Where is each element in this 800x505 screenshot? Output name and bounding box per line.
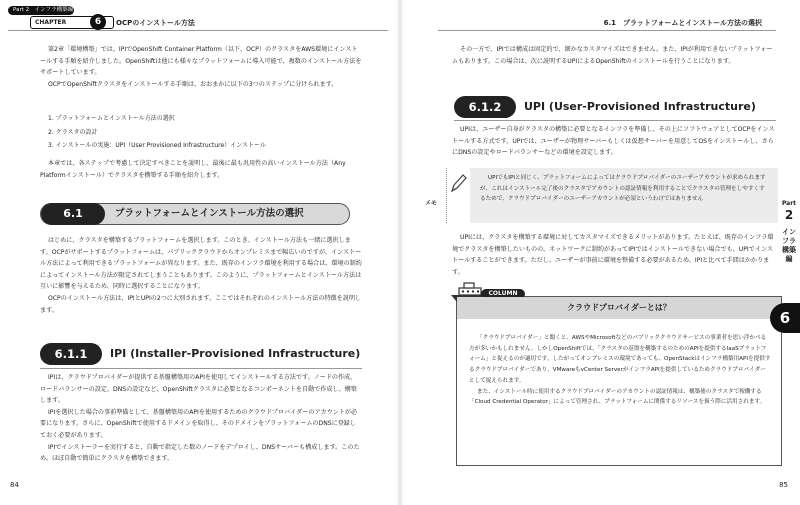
subsection-rule [454, 120, 776, 121]
subsection-title: UPI (User-Provisioned Infrastructure) [524, 100, 756, 113]
subsection-text [40, 372, 362, 465]
column-box [456, 290, 782, 466]
intro-paragraph: OCPでOpenShiftクラスタをインストールする手順は、おおまかに以下の3つのステップに分けられます。 [48, 80, 338, 88]
section-title: プラットフォームとインストール方法の選択 [115, 208, 304, 219]
top-text [452, 44, 776, 67]
book-gutter [396, 0, 404, 505]
side-part-number: 2 [784, 208, 794, 222]
section-heading [40, 203, 350, 225]
section-paragraph: OCPのインストール方法は、IPIとUPIの2つに大別されます。ここではそれぞれのインストール方法の特徴を説明します。 [40, 294, 362, 314]
memo-tab [425, 168, 468, 223]
column-paragraph: また、インストール時に使用するクラウドプロバイダーのアカウントの認証情報は、構築後のクラスタで稼働する「Cloud Credential Operator」によって管理され、プラットフォームに関係するリソースを扱う際に活用されます。 [469, 388, 766, 406]
chapter-title: OCPのインストール方法 [116, 19, 195, 27]
right-page [404, 0, 800, 505]
section-number: 6.1 [41, 203, 105, 225]
subsection-paragraph: UPIは、ユーザー自身がクラスタの構築に必要となるインフラを準備し、その上にソフトウェアとしてOCPをインストールする方式です。UPIでは、ユーザーが物理サーバーもしくは仮想サーバーを用意してOSをインストールし、さらにDNSの設定やロードバランサーなどの環境を設定します。 [452, 126, 775, 157]
header-rule [438, 30, 776, 31]
followup-paragraph: 本章では、各ステップで考慮して決定すべきことを説明し、最後に最も汎用性の高いインストール方法（Any Platformインストール）でクラスタを構築する手順を紹介します。 [40, 160, 346, 179]
after-memo-text [452, 232, 776, 278]
intro-paragraph: 第2章「環境構築」では、IPIでOpenShift Container Platform（以下、OCP）のクラスタをAWS環境にインストールする手順を紹介しました。OpenShiftは他にも様々なプラットフォームに導入可能で、複数のインストール方法をサポートしています。 [40, 46, 362, 77]
column-tag: COLUMN [481, 289, 525, 299]
subsection-paragraph: IPIでインストーラーを実行すると、自動で指定した数のノードをデプロイし、DNSサーバーも構成します。このため、ほぼ自動で簡単にクラスタを構築できます。 [40, 443, 360, 463]
left-page [0, 0, 396, 505]
header-rule [8, 30, 388, 31]
subsection-number: 6.1.2 [454, 96, 516, 118]
top-paragraph: その一方で、IPIでは構成は固定的で、細かなカスタマイズはできません。また、IPIが利用できないプラットフォームもあります。この場合は、次に説明するUPIによるOpenShiftのインストールを行うことになります。 [452, 46, 773, 65]
list-item: 2. クラスタの設計 [48, 128, 98, 136]
pencil-icon [449, 172, 467, 194]
section-text [40, 235, 362, 316]
intro-text [40, 44, 362, 90]
subsection-number: 6.1.1 [40, 343, 102, 365]
subsection-text [452, 124, 776, 159]
steps-list [48, 113, 362, 154]
page-number: 84 [10, 481, 19, 489]
page-number: 85 [779, 481, 788, 489]
memo-label: メモ [425, 200, 438, 207]
column-paragraph: 「クラウドプロバイダー」と聞くと、AWSやMicrosoftなどのパブリッククラウドサービスの事業者を思い浮かべる方が多いかもしれません。しかしOpenShiftでは、「クラスタの基盤を構築するのためのAPIを提供するIaaSプラットフォーム」と捉えるのが適切です。したがってオンプレミスの環境であっても、OpenStackはインフラ構築用APIを提供するクラウドプロバイダーであり、VMwareもvCenter ServerがインフラAPIを提供しているためクラウドプロバイダーとして捉えられます。 [469, 335, 771, 384]
memo-box [425, 168, 778, 223]
section-paragraph: はじめに、クラスタを構築するプラットフォームを選択します。このとき、インストール方法も一緒に選択します。OCPがサポートするプラットフォームは、パブリッククラウドからオンプレミスまで幅広いのですが、インストール方法によって利用できるプラットフォームが異なります。また、既存のインフラ環境を利用する場合は、環境の制約によってインストール方法が限定されてしまうこともあります。このように、プラットフォームとインストール方法は互いに影響を与えるため、同時に選択することになります。 [40, 237, 362, 291]
column-body [469, 333, 771, 408]
subsection-paragraph: IPIを選択した場合の事前準備として、基盤構築用のAPIを使用するためのクラウドプロバイダーのアカウントが必要になります。さらに、OpenShiftで使用するドメインを取得し、そのドメインをプラットフォームのDNSに登録しておく必要があります。 [40, 408, 358, 439]
memo-text: UPIでもIPIと同じく、プラットフォームによってはクラウドプロバイダーのユーザーアカウントが求められますが、これはインストール完了後のクラスタでアカウントの認証情報を利用することでクラスタの管理をしやすくするためで、クラウドプロバイダーのユーザーアカウントが必須というわけではありません [480, 175, 766, 202]
running-title: 6.1 プラットフォームとインストール方法の選択 [603, 19, 762, 27]
subsection-rule [40, 368, 362, 369]
side-part-title: インフラ構築編 [782, 228, 796, 263]
list-item: 3. インストールの実施：UPI（User Provisioned Infrastructure）インストール [48, 142, 266, 150]
subsection-title: IPI (Installer-Provisioned Infrastructure) [110, 347, 361, 360]
side-chapter-number: 6 [770, 303, 800, 333]
steps-followup [40, 158, 362, 181]
list-item: 1. プラットフォームとインストール方法の選択 [48, 115, 175, 122]
column-title: クラウドプロバイダーとは？ [567, 303, 671, 312]
part-label: Part 2 インフラ構築編 [8, 6, 74, 15]
subsection-paragraph: IPIは、クラウドプロバイダーが提供する基盤構築用のAPIを使用してインストールする方法です。ノードの作成、ロードバランサーの設定、DNSの設定など、OpenShiftクラスタに必要となるコンポーネントを自動で作成し、構築します。 [40, 374, 357, 405]
column-header [457, 297, 781, 319]
side-tab [778, 200, 800, 350]
chapter-number: 6 [90, 14, 106, 30]
side-part-label: Part [781, 200, 797, 207]
after-memo-paragraph: UPIには、クラスタを構築する環境に対してカスタマイズできるメリットがあります。たとえば、既存のインフラ環境でクラスタを構築したいものの、ネットワークに制約があってIPIではインストールできない場合でも、UPIでインストールすることができます。ただし、ユーザーが事前に環境を整備する必要があるため、IPIと比べて手間はかかります。 [452, 234, 774, 276]
chapter-label: CHAPTER [30, 16, 114, 29]
